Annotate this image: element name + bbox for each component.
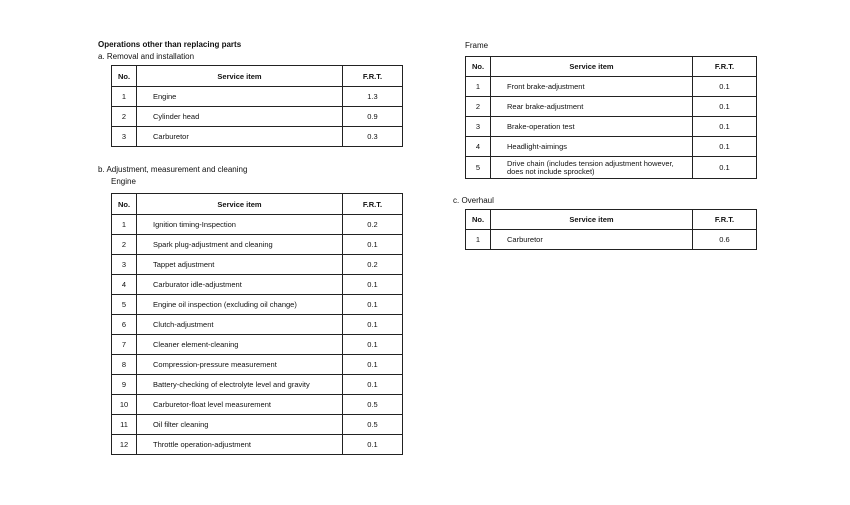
table-row <box>112 315 403 335</box>
column-header-service-item: Service item <box>491 57 693 77</box>
row-service-item: Engine oil inspection (excluding oil change) <box>137 295 343 315</box>
table-row <box>112 435 403 455</box>
column-header-no: No. <box>112 66 137 87</box>
table-row <box>112 335 403 355</box>
row-service-item: Carburetor <box>491 230 693 250</box>
section-a-heading: a. Removal and installation <box>98 52 195 61</box>
table-row <box>112 87 403 107</box>
row-frt: 0.2 <box>343 255 403 275</box>
row-service-item: Throttle operation-adjustment <box>137 435 343 455</box>
row-service-item: Compression-pressure measurement <box>137 355 343 375</box>
row-frt: 0.1 <box>343 435 403 455</box>
row-no: 3 <box>112 127 137 147</box>
row-no: 4 <box>112 275 137 295</box>
row-frt: 0.1 <box>343 235 403 255</box>
row-service-item: Carburator idle-adjustment <box>137 275 343 295</box>
column-header-no: No. <box>466 210 491 230</box>
row-service-item: Ignition timing-Inspection <box>137 215 343 235</box>
document-title: Operations other than replacing parts <box>98 40 242 49</box>
row-no: 6 <box>112 315 137 335</box>
row-no: 7 <box>112 335 137 355</box>
table-row <box>112 255 403 275</box>
row-frt: 0.1 <box>693 97 757 117</box>
overhaul-table <box>465 209 757 250</box>
section-c-heading: c. Overhaul <box>453 196 494 205</box>
row-no: 1 <box>112 87 137 107</box>
column-header-service-item: Service item <box>491 210 693 230</box>
row-no: 3 <box>112 255 137 275</box>
table-header-row <box>466 210 757 230</box>
table-row <box>466 230 757 250</box>
column-header-frt: F.R.T. <box>343 66 403 87</box>
row-service-item: Cylinder head <box>137 107 343 127</box>
row-service-item: Clutch-adjustment <box>137 315 343 335</box>
row-frt: 0.9 <box>343 107 403 127</box>
frame-label: Frame <box>465 41 489 50</box>
row-service-item: Headlight-aimings <box>491 137 693 157</box>
table-row <box>112 107 403 127</box>
row-service-item: Battery-checking of electrolyte level and gravity <box>137 375 343 395</box>
row-service-item: Oil filter cleaning <box>137 415 343 435</box>
row-frt: 0.1 <box>693 137 757 157</box>
row-no: 2 <box>112 235 137 255</box>
table-row <box>112 395 403 415</box>
row-service-item: Cleaner element-cleaning <box>137 335 343 355</box>
row-service-item: Brake-operation test <box>491 117 693 137</box>
row-no: 2 <box>112 107 137 127</box>
row-no: 1 <box>112 215 137 235</box>
column-header-frt: F.R.T. <box>343 194 403 215</box>
column-header-no: No. <box>466 57 491 77</box>
table-row <box>466 97 757 117</box>
row-no: 4 <box>466 137 491 157</box>
table-row <box>466 137 757 157</box>
row-service-item: Spark plug-adjustment and cleaning <box>137 235 343 255</box>
row-frt: 0.1 <box>343 315 403 335</box>
table-row <box>466 77 757 97</box>
row-frt: 0.1 <box>343 335 403 355</box>
row-no: 12 <box>112 435 137 455</box>
column-header-frt: F.R.T. <box>693 210 757 230</box>
section-b-heading: b. Adjustment, measurement and cleaning <box>98 165 248 174</box>
row-frt: 0.2 <box>343 215 403 235</box>
row-no: 3 <box>466 117 491 137</box>
row-service-item: Carburetor-float level measurement <box>137 395 343 415</box>
row-service-item: Tappet adjustment <box>137 255 343 275</box>
row-no: 5 <box>112 295 137 315</box>
engine-table <box>111 193 403 455</box>
row-frt: 0.1 <box>343 295 403 315</box>
table-row <box>466 157 757 179</box>
table-header-row <box>112 66 403 87</box>
table-row <box>112 355 403 375</box>
table-row <box>112 415 403 435</box>
column-header-service-item: Service item <box>137 194 343 215</box>
frame-table <box>465 56 757 179</box>
row-no: 2 <box>466 97 491 117</box>
table-header-row <box>466 57 757 77</box>
row-no: 1 <box>466 77 491 97</box>
row-service-item: Front brake-adjustment <box>491 77 693 97</box>
row-frt: 0.1 <box>343 355 403 375</box>
table-row <box>112 235 403 255</box>
row-no: 11 <box>112 415 137 435</box>
row-frt: 0.1 <box>693 77 757 97</box>
row-frt: 0.3 <box>343 127 403 147</box>
row-no: 8 <box>112 355 137 375</box>
table-row <box>112 127 403 147</box>
row-frt: 0.5 <box>343 395 403 415</box>
removal-installation-table <box>111 65 403 147</box>
row-frt: 0.1 <box>343 275 403 295</box>
column-header-no: No. <box>112 194 137 215</box>
table-row <box>112 295 403 315</box>
table-row <box>112 215 403 235</box>
row-service-item: Rear brake-adjustment <box>491 97 693 117</box>
row-service-item: Drive chain (includes tension adjustment however, does not include sprocket) <box>491 157 693 179</box>
row-no: 5 <box>466 157 491 179</box>
row-no: 9 <box>112 375 137 395</box>
table-row <box>112 375 403 395</box>
row-frt: 1.3 <box>343 87 403 107</box>
table-header-row <box>112 194 403 215</box>
row-frt: 0.6 <box>693 230 757 250</box>
column-header-frt: F.R.T. <box>693 57 757 77</box>
row-frt: 0.1 <box>693 157 757 179</box>
engine-label: Engine <box>111 177 136 186</box>
row-frt: 0.1 <box>343 375 403 395</box>
row-service-item: Carburetor <box>137 127 343 147</box>
row-frt: 0.1 <box>693 117 757 137</box>
table-row <box>112 275 403 295</box>
row-no: 10 <box>112 395 137 415</box>
row-no: 1 <box>466 230 491 250</box>
row-frt: 0.5 <box>343 415 403 435</box>
row-service-item: Engine <box>137 87 343 107</box>
table-row <box>466 117 757 137</box>
column-header-service-item: Service item <box>137 66 343 87</box>
